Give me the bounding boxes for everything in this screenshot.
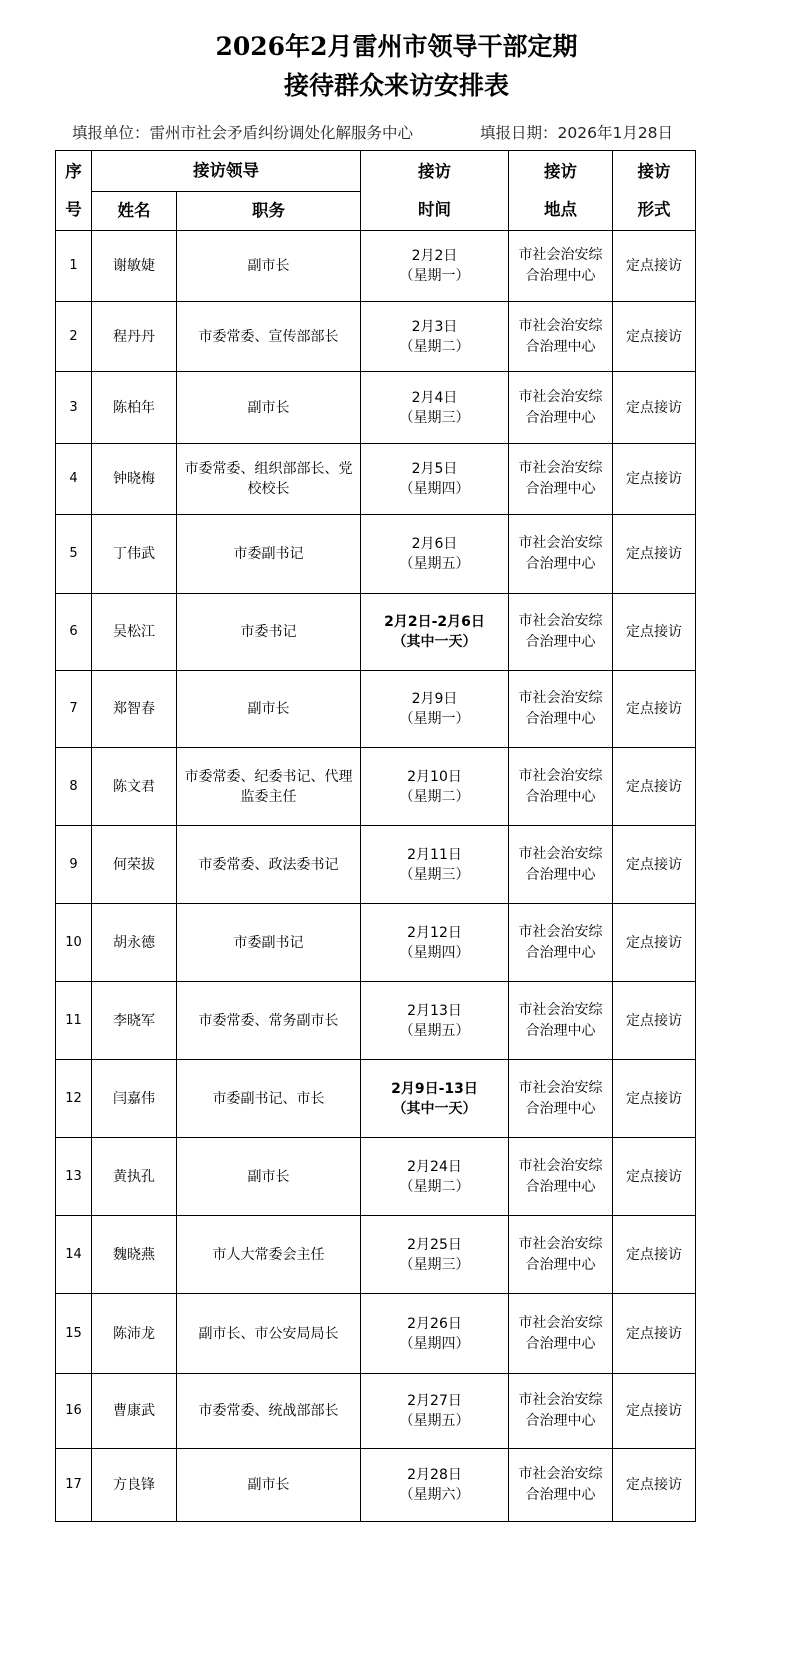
position-cell xyxy=(177,748,361,826)
header-row-1 xyxy=(56,151,696,192)
visit-date: 2月25日 xyxy=(407,1236,462,1253)
leader-position: 副市长 xyxy=(247,701,290,717)
seq-cell: 1 xyxy=(56,231,92,302)
leader-position: 市委常委、组织部部长、党校校长 xyxy=(184,461,353,497)
name-cell: 吴松江 xyxy=(92,594,177,671)
time-cell xyxy=(361,1294,509,1374)
visit-weekday: （星期四） xyxy=(399,944,470,961)
place-cell xyxy=(509,231,613,302)
leader-position: 副市长 xyxy=(247,399,290,416)
visit-place: 市社会治安综合治理中心 xyxy=(518,923,603,961)
table-row xyxy=(56,826,696,904)
position-cell xyxy=(177,594,361,671)
time-cell xyxy=(361,515,509,594)
table-row xyxy=(56,1060,696,1138)
place-cell xyxy=(509,1216,613,1294)
visit-place: 市社会治安综合治理中心 xyxy=(518,388,603,426)
leader-position: 市委书记 xyxy=(240,624,297,640)
time-cell xyxy=(361,444,509,515)
table-row xyxy=(56,1449,696,1522)
seq-cell: 5 xyxy=(56,515,92,594)
position-cell xyxy=(177,372,361,444)
position-cell xyxy=(177,231,361,302)
seq-cell: 4 xyxy=(56,444,92,515)
visit-place: 市社会治安综合治理中心 xyxy=(518,613,603,650)
position-cell xyxy=(177,1216,361,1294)
table-row xyxy=(56,671,696,748)
form-cell: 定点接访 xyxy=(613,372,696,444)
form-cell: 定点接访 xyxy=(613,982,696,1060)
position-cell xyxy=(177,1374,361,1449)
visit-date: 2月26日 xyxy=(407,1315,462,1332)
table-row xyxy=(56,231,696,302)
name-cell: 李晓军 xyxy=(92,982,177,1060)
leader-position: 副市长 xyxy=(247,258,290,274)
visit-weekday: （其中一天） xyxy=(392,1100,477,1117)
leader-position: 副市长、市公安局局长 xyxy=(198,1325,339,1342)
table-row xyxy=(56,1374,696,1449)
position-cell xyxy=(177,671,361,748)
visit-weekday: （星期三） xyxy=(399,409,470,426)
name-cell: 陈沛龙 xyxy=(92,1294,177,1374)
time-cell xyxy=(361,302,509,372)
time-cell xyxy=(361,1374,509,1449)
visit-date: 2月9日-13日 xyxy=(391,1080,478,1097)
form-cell: 定点接访 xyxy=(613,1374,696,1449)
seq-cell: 12 xyxy=(56,1060,92,1138)
seq-cell: 14 xyxy=(56,1216,92,1294)
form-cell: 定点接访 xyxy=(613,1216,696,1294)
time-cell xyxy=(361,748,509,826)
seq-cell: 7 xyxy=(56,671,92,748)
place-cell xyxy=(509,671,613,748)
time-cell xyxy=(361,594,509,671)
visit-place: 市社会治安综合治理中心 xyxy=(518,535,603,572)
visit-weekday: （其中一天） xyxy=(392,634,477,650)
name-cell: 陈柏年 xyxy=(92,372,177,444)
visit-weekday: （星期五） xyxy=(399,556,470,572)
form-cell: 定点接访 xyxy=(613,444,696,515)
leader-position: 市委常委、纪委书记、代理监委主任 xyxy=(184,768,353,805)
fill-unit-value: 雷州市社会矛盾纠纷调处化解服务中心 xyxy=(149,124,414,142)
visit-place: 市社会治安综合治理中心 xyxy=(518,767,603,805)
visit-weekday: （星期二） xyxy=(399,338,470,355)
header-time: 接访 时间 xyxy=(361,151,509,231)
time-cell xyxy=(361,372,509,444)
header-form: 接访 形式 xyxy=(613,151,696,231)
name-cell: 郑智春 xyxy=(92,671,177,748)
place-cell xyxy=(509,1449,613,1522)
header-seq: 序 号 xyxy=(56,151,92,231)
place-cell xyxy=(509,982,613,1060)
seq-cell: 11 xyxy=(56,982,92,1060)
time-cell xyxy=(361,1216,509,1294)
leader-position: 市委副书记 xyxy=(233,934,304,951)
visit-date: 2月6日 xyxy=(411,536,458,552)
table-row xyxy=(56,1294,696,1374)
table-row xyxy=(56,594,696,671)
place-cell xyxy=(509,444,613,515)
time-cell xyxy=(361,826,509,904)
leader-position: 市委副书记、市长 xyxy=(212,1090,325,1107)
form-cell: 定点接访 xyxy=(613,231,696,302)
fill-date xyxy=(480,121,673,143)
fill-date-value: 2026年1月28日 xyxy=(557,124,674,142)
name-cell: 黄执孔 xyxy=(92,1138,177,1216)
leader-position: 市委常委、常务副市长 xyxy=(198,1012,339,1029)
place-cell xyxy=(509,594,613,671)
visit-weekday: （星期三） xyxy=(399,1256,470,1273)
visit-place: 市社会治安综合治理中心 xyxy=(518,1392,603,1429)
visit-place: 市社会治安综合治理中心 xyxy=(518,845,603,883)
form-cell: 定点接访 xyxy=(613,302,696,372)
visit-place: 市社会治安综合治理中心 xyxy=(518,690,603,727)
form-cell: 定点接访 xyxy=(613,1449,696,1522)
visit-place: 市社会治安综合治理中心 xyxy=(518,247,603,284)
visit-weekday: （星期三） xyxy=(399,866,470,883)
position-cell xyxy=(177,1060,361,1138)
table-row xyxy=(56,982,696,1060)
form-cell: 定点接访 xyxy=(613,1060,696,1138)
place-cell xyxy=(509,1060,613,1138)
table-row xyxy=(56,372,696,444)
position-cell xyxy=(177,904,361,982)
leader-position: 副市长 xyxy=(247,1477,290,1493)
visit-weekday: （星期一） xyxy=(399,711,470,727)
seq-cell: 17 xyxy=(56,1449,92,1522)
time-cell xyxy=(361,231,509,302)
name-cell: 胡永德 xyxy=(92,904,177,982)
place-cell xyxy=(509,826,613,904)
visit-place: 市社会治安综合治理中心 xyxy=(518,1466,603,1503)
visit-date: 2月24日 xyxy=(407,1158,462,1175)
visit-date: 2月27日 xyxy=(407,1393,462,1409)
schedule-body xyxy=(56,231,696,1522)
leader-position: 市委副书记 xyxy=(233,546,304,562)
place-cell xyxy=(509,1374,613,1449)
place-cell xyxy=(509,1138,613,1216)
name-cell: 钟晓梅 xyxy=(92,444,177,515)
visit-date: 2月28日 xyxy=(407,1467,462,1483)
name-cell: 陈文君 xyxy=(92,748,177,826)
name-cell: 方良锋 xyxy=(92,1449,177,1522)
name-cell: 谢敏婕 xyxy=(92,231,177,302)
table-row xyxy=(56,1216,696,1294)
time-cell xyxy=(361,982,509,1060)
visit-weekday: （星期四） xyxy=(399,1335,470,1352)
header-leader-group: 接访领导 xyxy=(92,151,361,192)
visit-date: 2月2日 xyxy=(411,248,458,264)
fill-date-label: 填报日期： xyxy=(480,124,558,142)
schedule-table xyxy=(55,150,696,1522)
form-cell: 定点接访 xyxy=(613,1138,696,1216)
seq-cell: 16 xyxy=(56,1374,92,1449)
fill-unit xyxy=(72,121,413,143)
visit-place: 市社会治安综合治理中心 xyxy=(518,1001,603,1039)
header-position: 职务 xyxy=(177,192,361,231)
table-row xyxy=(56,904,696,982)
visit-place: 市社会治安综合治理中心 xyxy=(518,1314,603,1352)
name-cell: 闫嘉伟 xyxy=(92,1060,177,1138)
visit-date: 2月2日-2月6日 xyxy=(384,614,485,630)
header-name: 姓名 xyxy=(92,192,177,231)
form-cell: 定点接访 xyxy=(613,1294,696,1374)
name-cell: 程丹丹 xyxy=(92,302,177,372)
fill-unit-label: 填报单位： xyxy=(72,124,150,142)
position-cell xyxy=(177,1294,361,1374)
place-cell xyxy=(509,302,613,372)
visit-weekday: （星期五） xyxy=(399,1022,470,1039)
seq-cell: 15 xyxy=(56,1294,92,1374)
document-title-line2: 接待群众来访安排表 xyxy=(283,71,509,100)
table-row xyxy=(56,748,696,826)
visit-date: 2月5日 xyxy=(411,461,458,477)
position-cell xyxy=(177,302,361,372)
form-cell: 定点接访 xyxy=(613,671,696,748)
leader-position: 市委常委、政法委书记 xyxy=(198,856,339,873)
form-cell: 定点接访 xyxy=(613,904,696,982)
position-cell xyxy=(177,982,361,1060)
visit-date: 2月9日 xyxy=(411,691,458,707)
position-cell xyxy=(177,1449,361,1522)
leader-position: 市委常委、宣传部部长 xyxy=(198,328,339,345)
visit-weekday: （星期五） xyxy=(399,1413,470,1429)
visit-weekday: （星期四） xyxy=(399,481,470,497)
table-row xyxy=(56,302,696,372)
visit-place: 市社会治安综合治理中心 xyxy=(518,1235,603,1273)
name-cell: 何荣拔 xyxy=(92,826,177,904)
position-cell xyxy=(177,1138,361,1216)
visit-place: 市社会治安综合治理中心 xyxy=(518,1157,603,1195)
form-cell: 定点接访 xyxy=(613,748,696,826)
place-cell xyxy=(509,372,613,444)
form-cell: 定点接访 xyxy=(613,826,696,904)
visit-weekday: （星期六） xyxy=(399,1487,470,1503)
seq-cell: 8 xyxy=(56,748,92,826)
seq-cell: 2 xyxy=(56,302,92,372)
position-cell xyxy=(177,515,361,594)
visit-weekday: （星期一） xyxy=(399,268,470,284)
name-cell: 魏晓燕 xyxy=(92,1216,177,1294)
visit-date: 2月13日 xyxy=(407,1002,462,1019)
leader-position: 市委常委、统战部部长 xyxy=(198,1403,339,1419)
seq-cell: 10 xyxy=(56,904,92,982)
leader-position: 副市长 xyxy=(247,1168,290,1185)
place-cell xyxy=(509,515,613,594)
visit-date: 2月3日 xyxy=(411,318,458,335)
time-cell xyxy=(361,1060,509,1138)
visit-place: 市社会治安综合治理中心 xyxy=(518,1079,603,1117)
place-cell xyxy=(509,1294,613,1374)
time-cell xyxy=(361,1138,509,1216)
table-row xyxy=(56,515,696,594)
visit-place: 市社会治安综合治理中心 xyxy=(518,460,603,497)
form-cell: 定点接访 xyxy=(613,515,696,594)
visit-date: 2月12日 xyxy=(407,924,462,941)
seq-cell: 3 xyxy=(56,372,92,444)
time-cell xyxy=(361,1449,509,1522)
visit-weekday: （星期二） xyxy=(399,1178,470,1195)
name-cell: 丁伟武 xyxy=(92,515,177,594)
seq-cell: 13 xyxy=(56,1138,92,1216)
seq-cell: 9 xyxy=(56,826,92,904)
seq-cell: 6 xyxy=(56,594,92,671)
form-cell: 定点接访 xyxy=(613,594,696,671)
visit-date: 2月10日 xyxy=(407,768,462,785)
visit-date: 2月11日 xyxy=(407,846,462,863)
time-cell xyxy=(361,671,509,748)
visit-place: 市社会治安综合治理中心 xyxy=(518,317,603,355)
position-cell xyxy=(177,826,361,904)
name-cell: 曹康武 xyxy=(92,1374,177,1449)
document-title-line1: 2026年2月雷州市领导干部定期 xyxy=(215,32,578,61)
table-row xyxy=(56,1138,696,1216)
header-place: 接访 地点 xyxy=(509,151,613,231)
time-cell xyxy=(361,904,509,982)
table-row xyxy=(56,444,696,515)
visit-date: 2月4日 xyxy=(411,389,458,406)
leader-position: 市人大常委会主任 xyxy=(212,1246,325,1263)
place-cell xyxy=(509,748,613,826)
position-cell xyxy=(177,444,361,515)
place-cell xyxy=(509,904,613,982)
visit-weekday: （星期二） xyxy=(399,788,470,805)
